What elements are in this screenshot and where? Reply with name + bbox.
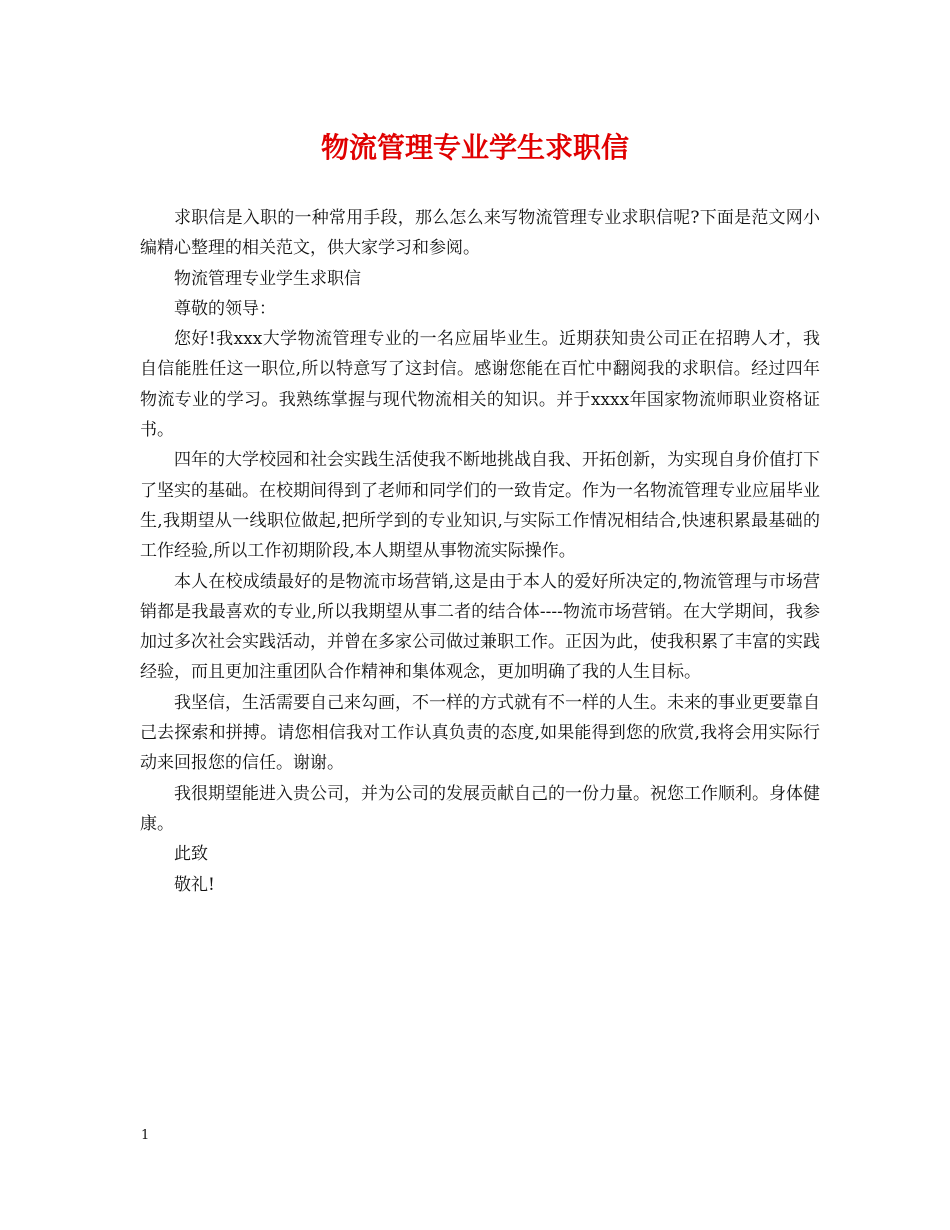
salutation: 尊敬的领导： [174, 298, 276, 319]
body-paragraph: 我很期望能进入贵公司，并为公司的发展贡献自己的一份力量。祝您工作顺利。身体健康。 [140, 783, 820, 834]
closing-regards: 敬礼! [174, 874, 215, 895]
body-paragraph: 四年的大学校园和社会实践生活使我不断地挑战自我、开拓创新，为实现自身价值打下了坚实的基础。在校期间得到了老师和同学们的一致肯定。作为一名物流管理专业应届毕业生,我期望从一线职位做起,把所学到的专业知识,与实际工作情况相结合,快速积累最基础的工作经验,所以工作初期阶段,本人期望从事物流实际操作。 [140, 450, 820, 562]
page-number: 1 [141, 1128, 150, 1143]
body-paragraph: 您好!我xxx大学物流管理专业的一名应届毕业生。近期获知贵公司正在招聘人才，我自信能胜任这一职位,所以特意写了这封信。感谢您能在百忙中翻阅我的求职信。经过四年物流专业的学习。我熟练掌握与现代物流相关的知识。并于xxxx年国家物流师职业资格证书。 [140, 329, 820, 441]
document-body [140, 203, 820, 900]
closing-line: 此致 [174, 844, 208, 865]
body-paragraph: 本人在校成绩最好的是物流市场营销,这是由于本人的爱好所决定的,物流管理与市场营销都是我最喜欢的专业,所以我期望从事二者的结合体----物流市场营销。在大学期间，我参加过多次社会实践活动，并曾在多家公司做过兼职工作。正因为此，使我积累了丰富的实践经验，而且更加注重团队合作精神和集体观念，更加明确了我的人生目标。 [140, 571, 820, 683]
intro-paragraph: 求职信是入职的一种常用手段，那么怎么来写物流管理专业求职信呢?下面是范文网小编精心整理的相关范文，供大家学习和参阅。 [140, 208, 820, 259]
document-title: 物流管理专业学生求职信 [320, 131, 629, 164]
body-paragraph: 我坚信，生活需要自己来勾画，不一样的方式就有不一样的人生。未来的事业更要靠自己去探索和拼搏。请您相信我对工作认真负责的态度,如果能得到您的欣赏,我将会用实际行动来回报您的信任。谢谢。 [140, 692, 820, 774]
letter-heading: 物流管理专业学生求职信 [174, 268, 361, 289]
